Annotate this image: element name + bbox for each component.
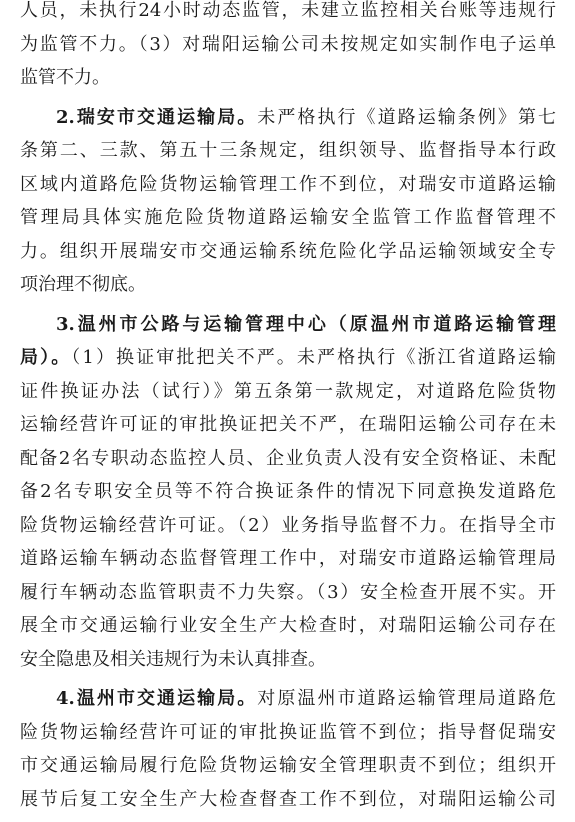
text-line <box>20 168 556 202</box>
line-text: 条第二、三款、第五十三条规定，组织领导、监督指导本行政 <box>20 140 556 161</box>
text-line <box>20 682 556 716</box>
section-heading: 2.瑞安市交通运输局。 <box>56 106 258 128</box>
text-line <box>20 609 556 643</box>
line-text: 履行车辆动态监管职责不力失察。（3）安全检查开展不实。开 <box>20 581 556 603</box>
line-text: 险货物运输经营许可证。（2）业务指导监督不力。在指导全市 <box>20 514 556 536</box>
section-heading: 4.温州市交通运输局。 <box>56 688 258 709</box>
text-line <box>20 134 556 168</box>
paragraph <box>20 0 556 95</box>
line-text: 市交通运输局履行危险货物运输安全管理职责不到位；组织开 <box>20 755 556 776</box>
text-line <box>20 716 556 750</box>
paragraph <box>20 308 556 677</box>
text-line <box>20 28 556 62</box>
text-line <box>20 749 556 783</box>
line-text: 展节后复工安全生产大检查督查工作不到位，对瑞阳运输公司 <box>20 788 556 810</box>
line-text: 配备2名专职动态监控人员、企业负责人没有安全资格证、未配 <box>20 447 556 469</box>
line-text: 对原温州市道路运输管理局道路危 <box>257 688 556 709</box>
text-line <box>20 408 556 442</box>
text-line <box>20 375 556 409</box>
line-text: 运输经营许可证的审批换证把关不严，在瑞阳运输公司存在未 <box>20 414 556 435</box>
text-line <box>20 0 556 28</box>
text-line <box>20 576 556 610</box>
text-line <box>20 61 556 95</box>
text-line <box>20 542 556 576</box>
line-text: 为监管不力。（3）对瑞阳运输公司未按规定如实制作电子运单 <box>20 33 556 55</box>
paragraph <box>20 682 556 816</box>
section-heading: 局）。 <box>20 347 72 368</box>
line-text: 区域内道路危险货物运输管理工作不到位，对瑞安市道路运输 <box>20 173 556 195</box>
text-line <box>20 308 556 342</box>
line-text: 道路运输车辆动态监督管理工作中，对瑞安市道路运输管理局 <box>20 548 556 569</box>
text-line <box>20 341 556 375</box>
text-line <box>20 643 556 677</box>
line-text: 人员，未执行24小时动态监管，未建立监控相关台账等违规行 <box>20 0 556 21</box>
text-line <box>20 235 556 269</box>
line-text: 未严格执行《道路运输条例》第七 <box>257 106 556 128</box>
line-text: 力。组织开展瑞安市交通运输系统危险化学品运输领域安全专 <box>20 240 556 262</box>
text-line <box>20 509 556 543</box>
line-text: 安全隐患及相关违规行为未认真排查。 <box>20 648 326 670</box>
paragraph <box>20 101 556 302</box>
line-text: 证件换证办法（试行）》第五条第一款规定，对道路危险货物 <box>20 380 556 402</box>
text-line <box>20 268 556 302</box>
document-page <box>20 0 556 822</box>
line-text: 管理局具体实施危险货物道路运输安全监管工作监督管理不 <box>20 207 556 228</box>
text-line <box>20 201 556 235</box>
line-text: 备2名专职安全员等不符合换证条件的情况下同意换发道路危 <box>20 481 556 502</box>
line-text: 险货物运输经营许可证的审批换证监管不到位；指导督促瑞安 <box>20 721 556 743</box>
line-text: （1）换证审批把关不严。未严格执行《浙江省道路运输 <box>71 347 556 368</box>
line-text: 展全市交通运输行业安全生产大检查时，对瑞阳运输公司存在 <box>20 615 556 636</box>
text-line <box>20 442 556 476</box>
line-text: 项治理不彻底。 <box>20 274 146 295</box>
text-line <box>20 101 556 135</box>
text-line <box>20 475 556 509</box>
text-line <box>20 783 556 817</box>
section-heading: 3.温州市公路与运输管理中心（原温州市道路运输管理 <box>56 313 556 335</box>
line-text: 监管不力。 <box>20 67 110 88</box>
